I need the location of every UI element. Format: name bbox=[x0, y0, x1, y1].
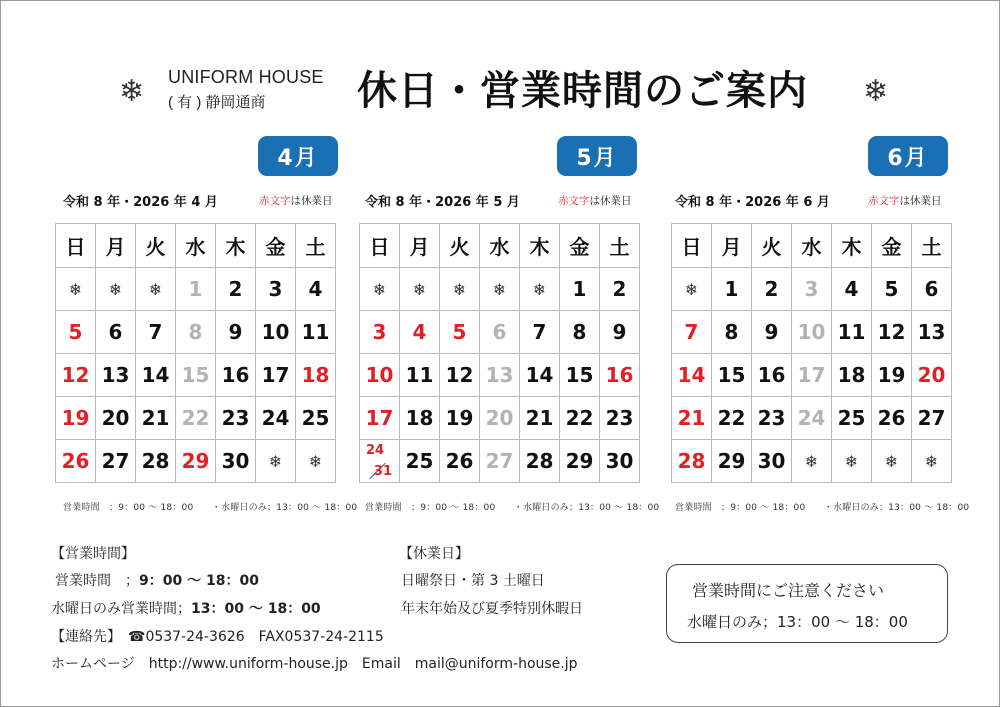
weekday-header: 月 bbox=[712, 224, 752, 268]
calendar-day: 22 bbox=[176, 397, 216, 440]
calendar-day: 19 bbox=[872, 354, 912, 397]
business-hours-value: 9：00 〜 18：00 bbox=[139, 573, 259, 589]
calendar-day: 8 bbox=[176, 311, 216, 354]
calendar-week-row bbox=[360, 440, 640, 483]
calendar-day: 18 bbox=[296, 354, 336, 397]
calendar-day: 30 bbox=[752, 440, 792, 483]
calendar-day: 29 bbox=[176, 440, 216, 483]
calendar-day: 3 bbox=[360, 311, 400, 354]
hours-note: 営業時間 ；9：00 〜 18：00 ・水曜日のみ；13：00 〜 18：00 bbox=[675, 503, 970, 513]
calendar-day: 7 bbox=[672, 311, 712, 354]
legend-red-text: 赤文字 bbox=[558, 195, 590, 207]
legend-red-text: 赤文字 bbox=[868, 195, 900, 207]
holiday-line-2: 年末年始及び夏季特別休暇日 bbox=[401, 601, 583, 617]
calendar-week-row bbox=[56, 397, 336, 440]
calendar-day: 25 bbox=[832, 397, 872, 440]
calendar-may bbox=[359, 1, 660, 521]
calendar-week-row bbox=[56, 311, 336, 354]
calendar-day: 18 bbox=[400, 397, 440, 440]
snowflake-icon: ❄ bbox=[96, 268, 136, 311]
calendar-week-row bbox=[672, 354, 952, 397]
calendar-week-row bbox=[56, 440, 336, 483]
holiday-heading: 【休業日】 bbox=[399, 546, 469, 562]
contact-line bbox=[51, 626, 384, 646]
calendar-day: 8 bbox=[712, 311, 752, 354]
weekday-header: 土 bbox=[912, 224, 952, 268]
calendar-week-row bbox=[360, 397, 640, 440]
calendar-day: 13 bbox=[912, 311, 952, 354]
calendar-day: 1 bbox=[712, 268, 752, 311]
calendar-day: 11 bbox=[832, 311, 872, 354]
snowflake-icon: ❄ bbox=[296, 440, 336, 483]
weekday-header: 金 bbox=[256, 224, 296, 268]
hours-note: 営業時間 ；9：00 〜 18：00 ・水曜日のみ；13：00 〜 18：00 bbox=[63, 503, 358, 513]
calendar-grid bbox=[671, 223, 952, 483]
calendar-day: 28 bbox=[136, 440, 176, 483]
era-date-heading: 令和 8 年・2026 年 5 月 bbox=[365, 195, 520, 210]
calendar-week-row bbox=[56, 354, 336, 397]
calendar-day: 7 bbox=[520, 311, 560, 354]
calendar-day: 7 bbox=[136, 311, 176, 354]
calendar-week-row bbox=[360, 354, 640, 397]
business-hours-label: 営業時間 ； bbox=[55, 573, 139, 589]
calendar-day: 6 bbox=[96, 311, 136, 354]
calendar-grid bbox=[55, 223, 336, 483]
calendar-day: 23 bbox=[216, 397, 256, 440]
snowflake-icon: ❄ bbox=[56, 268, 96, 311]
legend-text: は休業日 bbox=[290, 195, 333, 207]
notice-text: 水曜日のみ；13：00 〜 18：00 bbox=[687, 613, 908, 631]
weekday-header: 水 bbox=[480, 224, 520, 268]
snowflake-icon: ❄ bbox=[360, 268, 400, 311]
weekday-header: 日 bbox=[360, 224, 400, 268]
calendar-day: 5 bbox=[440, 311, 480, 354]
hours-heading: 【営業時間】 bbox=[51, 546, 135, 562]
calendar-week-row bbox=[672, 397, 952, 440]
era-date-heading: 令和 8 年・2026 年 6 月 bbox=[675, 195, 830, 210]
calendar-day: 24 bbox=[366, 443, 385, 458]
weekday-header: 木 bbox=[832, 224, 872, 268]
hours-note: 営業時間 ；9：00 〜 18：00 ・水曜日のみ；13：00 〜 18：00 bbox=[365, 503, 660, 513]
weekday-header: 火 bbox=[440, 224, 480, 268]
calendar-day: 13 bbox=[96, 354, 136, 397]
weekday-header: 水 bbox=[176, 224, 216, 268]
calendar-week-row bbox=[672, 440, 952, 483]
calendar-day: 25 bbox=[296, 397, 336, 440]
calendar-week-row bbox=[360, 311, 640, 354]
calendar-day: 17 bbox=[360, 397, 400, 440]
calendar-day: 15 bbox=[176, 354, 216, 397]
calendar-day: 14 bbox=[672, 354, 712, 397]
calendar-day: 5 bbox=[872, 268, 912, 311]
calendar-day: 20 bbox=[912, 354, 952, 397]
company-name-en: UNIFORM HOUSE bbox=[168, 67, 324, 87]
calendar-day: 9 bbox=[752, 311, 792, 354]
legend-text: は休業日 bbox=[589, 195, 632, 207]
calendar-day: 26 bbox=[56, 440, 96, 483]
calendar-day: 5 bbox=[56, 311, 96, 354]
calendar-day: 23 bbox=[752, 397, 792, 440]
calendar-day: 24 bbox=[792, 397, 832, 440]
calendar-week-row bbox=[360, 268, 640, 311]
calendar-day: 1 bbox=[176, 268, 216, 311]
snowflake-icon: ❄ bbox=[480, 268, 520, 311]
calendar-day: 27 bbox=[480, 440, 520, 483]
weekday-header: 日 bbox=[672, 224, 712, 268]
calendar-day: 23 bbox=[600, 397, 640, 440]
snowflake-icon: ❄ bbox=[863, 74, 889, 109]
company-name-jp: ( 有 ) 静岡通商 bbox=[168, 94, 266, 111]
calendar-day: 10 bbox=[256, 311, 296, 354]
holiday-legend bbox=[259, 193, 333, 208]
weekday-header: 木 bbox=[520, 224, 560, 268]
business-hours-line bbox=[55, 570, 259, 590]
calendar-day: 6 bbox=[912, 268, 952, 311]
weekday-header: 金 bbox=[872, 224, 912, 268]
calendar-day: 12 bbox=[440, 354, 480, 397]
holiday-legend bbox=[868, 193, 942, 208]
calendar-day: 3 bbox=[792, 268, 832, 311]
calendar-day: 30 bbox=[600, 440, 640, 483]
calendar-day: 26 bbox=[872, 397, 912, 440]
calendar-day: 24 bbox=[256, 397, 296, 440]
calendar-day: 20 bbox=[480, 397, 520, 440]
calendar-day: 12 bbox=[56, 354, 96, 397]
page-title: 休日・営業時間のご案内 bbox=[357, 68, 808, 114]
calendar-day: 10 bbox=[360, 354, 400, 397]
calendar-day: 27 bbox=[96, 440, 136, 483]
snowflake-icon: ❄ bbox=[119, 74, 145, 109]
calendar-day: 2 bbox=[600, 268, 640, 311]
snowflake-icon: ❄ bbox=[520, 268, 560, 311]
wednesday-hours-value: 13：00 〜 18：00 bbox=[191, 601, 321, 617]
snowflake-icon: ❄ bbox=[136, 268, 176, 311]
calendar-day-split bbox=[360, 440, 400, 483]
weekday-header: 月 bbox=[400, 224, 440, 268]
calendar-day: 14 bbox=[136, 354, 176, 397]
calendar-day: 13 bbox=[480, 354, 520, 397]
calendar-day: 17 bbox=[256, 354, 296, 397]
calendar-day: 9 bbox=[600, 311, 640, 354]
calendar-day: 22 bbox=[560, 397, 600, 440]
snowflake-icon: ❄ bbox=[440, 268, 480, 311]
calendar-day: 15 bbox=[712, 354, 752, 397]
calendar-day: 28 bbox=[672, 440, 712, 483]
calendar-day: 30 bbox=[216, 440, 256, 483]
calendar-day: 19 bbox=[440, 397, 480, 440]
wednesday-hours-label: 水曜日のみ営業時間； bbox=[51, 601, 191, 617]
calendar-day: 18 bbox=[832, 354, 872, 397]
weekday-header: 土 bbox=[296, 224, 336, 268]
snowflake-icon: ❄ bbox=[256, 440, 296, 483]
legend-red-text: 赤文字 bbox=[259, 195, 291, 207]
holiday-legend bbox=[558, 193, 632, 208]
weekday-header: 火 bbox=[136, 224, 176, 268]
calendar-day: 26 bbox=[440, 440, 480, 483]
notice-box bbox=[666, 564, 948, 643]
snowflake-icon: ❄ bbox=[672, 268, 712, 311]
month-badge: 5月 bbox=[557, 136, 637, 176]
calendar-day: 19 bbox=[56, 397, 96, 440]
holiday-line-1: 日曜祭日・第 3 土曜日 bbox=[401, 573, 545, 589]
snowflake-icon: ❄ bbox=[792, 440, 832, 483]
calendar-day: 25 bbox=[400, 440, 440, 483]
notice-title: 営業時間にご注意ください bbox=[692, 581, 885, 600]
calendar-day: 22 bbox=[712, 397, 752, 440]
contact-heading: 【連絡先】 bbox=[51, 629, 114, 645]
phone-fax: ☎0537-24-3626 FAX0537-24-2115 bbox=[128, 629, 384, 645]
legend-text: は休業日 bbox=[899, 195, 942, 207]
weekday-header: 水 bbox=[792, 224, 832, 268]
calendar-day: 29 bbox=[560, 440, 600, 483]
calendar-day: 4 bbox=[400, 311, 440, 354]
calendar-day: 4 bbox=[296, 268, 336, 311]
calendar-day: 1 bbox=[560, 268, 600, 311]
weekday-header: 金 bbox=[560, 224, 600, 268]
calendar-day: 20 bbox=[96, 397, 136, 440]
calendar-day: 2 bbox=[752, 268, 792, 311]
calendar-day: 16 bbox=[600, 354, 640, 397]
calendar-day: 11 bbox=[296, 311, 336, 354]
calendar-april bbox=[53, 1, 358, 521]
calendar-week-row bbox=[56, 268, 336, 311]
calendar-day: 16 bbox=[752, 354, 792, 397]
calendar-day: 3 bbox=[256, 268, 296, 311]
snowflake-icon: ❄ bbox=[832, 440, 872, 483]
calendar-day: 11 bbox=[400, 354, 440, 397]
calendar-day: 8 bbox=[560, 311, 600, 354]
wednesday-hours-line bbox=[51, 598, 321, 618]
calendar-week-row bbox=[672, 268, 952, 311]
calendar-day: 6 bbox=[480, 311, 520, 354]
calendar-june bbox=[669, 1, 970, 521]
calendar-day: 29 bbox=[712, 440, 752, 483]
calendar-day: 21 bbox=[520, 397, 560, 440]
calendar-day: 4 bbox=[832, 268, 872, 311]
calendar-day: 9 bbox=[216, 311, 256, 354]
calendar-day: 17 bbox=[792, 354, 832, 397]
calendar-day: 2 bbox=[216, 268, 256, 311]
web-email-line[interactable]: ホームページ http://www.uniform-house.jp Email mail@uniform-house.jp bbox=[51, 656, 578, 672]
snowflake-icon: ❄ bbox=[912, 440, 952, 483]
calendar-day: 21 bbox=[672, 397, 712, 440]
weekday-header: 火 bbox=[752, 224, 792, 268]
calendar-day: 31 bbox=[373, 464, 392, 479]
weekday-header: 日 bbox=[56, 224, 96, 268]
calendar-day: 28 bbox=[520, 440, 560, 483]
calendar-day: 10 bbox=[792, 311, 832, 354]
calendar-day: 21 bbox=[136, 397, 176, 440]
snowflake-icon: ❄ bbox=[872, 440, 912, 483]
calendar-week-row bbox=[672, 311, 952, 354]
calendar-grid bbox=[359, 223, 640, 483]
month-badge: 6月 bbox=[868, 136, 948, 176]
calendar-day: 27 bbox=[912, 397, 952, 440]
calendar-day: 15 bbox=[560, 354, 600, 397]
era-date-heading: 令和 8 年・2026 年 4 月 bbox=[63, 195, 218, 210]
calendar-day: 16 bbox=[216, 354, 256, 397]
weekday-header: 土 bbox=[600, 224, 640, 268]
weekday-header: 木 bbox=[216, 224, 256, 268]
weekday-header: 月 bbox=[96, 224, 136, 268]
calendar-day: 12 bbox=[872, 311, 912, 354]
calendar-day: 14 bbox=[520, 354, 560, 397]
snowflake-icon: ❄ bbox=[400, 268, 440, 311]
month-badge: 4月 bbox=[258, 136, 338, 176]
